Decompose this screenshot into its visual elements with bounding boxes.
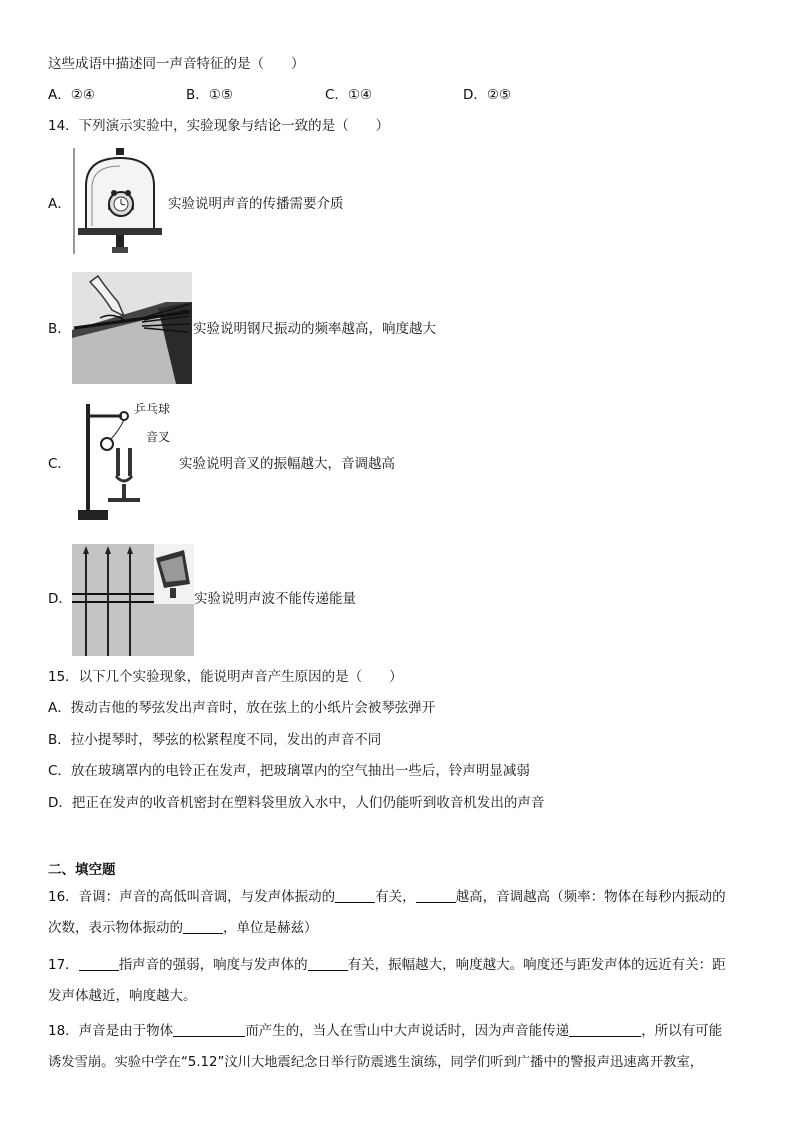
q16-line-1 [48, 888, 726, 906]
q17-blank-1 [79, 956, 119, 971]
q14-stem: 14．下列演示实验中，实验现象与结论一致的是（ ） [48, 118, 390, 134]
q17-line-2: 发声体越近，响度越大。 [48, 988, 197, 1004]
q17-line-1 [48, 956, 726, 974]
q17-text-1: 17． [48, 957, 79, 973]
q14-option-d-text: 实验说明声波不能传递能量 [194, 591, 356, 607]
q14-option-b-label: B． [48, 321, 71, 337]
q13-option-c: C．①④ [325, 87, 373, 103]
q15-stem: 15．以下几个实验现象，能说明声音产生原因的是（ ） [48, 669, 403, 685]
fig-label-ping-pong: 乒乓球 [134, 402, 171, 416]
candle-speaker-figure [72, 544, 194, 656]
q14-option-d-label: D． [48, 591, 72, 607]
q18-line-2: 诱发雪崩。实验中学在“5.12”汶川大地震纪念日举行防震逃生演练，同学们听到广播中的警报声迅速离开教室， [48, 1055, 704, 1070]
q15-option-a: A．拨动吉他的琴弦发出声音时，放在弦上的小纸片会被琴弦弹开 [48, 700, 436, 716]
q18-text-3: ，所以有可能 [641, 1023, 723, 1039]
q18-blank-2 [569, 1022, 641, 1037]
q14-option-b-text: 实验说明钢尺振动的频率越高，响度越大 [193, 321, 436, 337]
q17-text-3: 有关，振幅越大，响度越大。响度还与距发声体的远近有关：距 [347, 957, 726, 973]
bell-jar-figure [72, 146, 168, 256]
q16-text-1: 16．音调：声音的高低叫音调，与发声体振动的 [48, 889, 336, 905]
q13-option-a: A．②④ [48, 87, 95, 103]
q17-text-2: 指声音的强弱，响度与发声体的 [118, 957, 308, 973]
q15-option-c: C．放在玻璃罩内的电铃正在发声，把玻璃罩内的空气抽出一些后，铃声明显减弱 [48, 763, 530, 779]
q16-blank-2 [416, 888, 456, 903]
q16-text-5: ，单位是赫兹） [223, 920, 318, 936]
q14-option-c-label: C． [48, 456, 71, 472]
q14-option-c-text: 实验说明音叉的振幅越大，音调越高 [179, 456, 395, 472]
q16-blank-3 [183, 919, 223, 934]
q18-text-1: 18．声音是由于物体 [48, 1023, 174, 1039]
q16-text-3: 越高，音调越高（频率：物体在每秒内振动的 [455, 889, 726, 905]
q14-option-a-label: A． [48, 196, 71, 212]
q16-text-4: 次数，表示物体振动的 [48, 920, 183, 936]
q13-tail: 这些成语中描述同一声音特征的是（ ） [48, 56, 305, 72]
q18-line-1 [48, 1022, 722, 1040]
q15-option-b: B．拉小提琴时，琴弦的松紧程度不同，发出的声音不同 [48, 732, 382, 748]
q13-option-b: B．①⑤ [186, 87, 233, 103]
fig-label-tuning-fork: 音叉 [146, 430, 171, 444]
q16-text-2: 有关， [375, 889, 416, 905]
tuning-fork-figure [78, 400, 178, 522]
q16-blank-1 [335, 888, 375, 903]
q15-option-d: D．把正在发声的收音机密封在塑料袋里放入水中，人们仍能听到收音机发出的声音 [48, 795, 545, 811]
ruler-table-figure [72, 272, 192, 384]
q14-option-a-text: 实验说明声音的传播需要介质 [168, 196, 344, 212]
q13-option-d: D．②⑤ [463, 87, 512, 103]
q18-blank-1 [173, 1022, 245, 1037]
section-title: 二、填空题 [48, 862, 116, 878]
q16-line-2 [48, 919, 318, 937]
q17-blank-2 [308, 956, 348, 971]
q18-text-2: 而产生的，当人在雪山中大声说话时，因为声音能传递 [245, 1023, 570, 1039]
